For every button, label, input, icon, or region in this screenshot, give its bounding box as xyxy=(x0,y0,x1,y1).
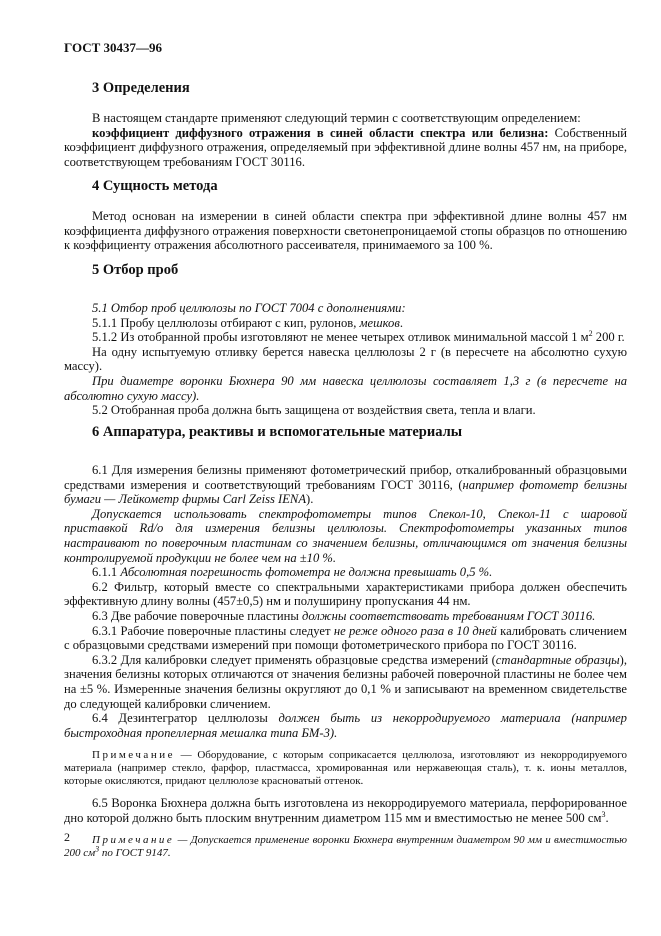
note-text: — Допускается применение воронки Бюхнера внутренним диаметром 90 мм и вместимостью 200 см xyxy=(64,834,627,860)
section-6 xyxy=(64,424,627,860)
paragraph xyxy=(64,330,627,345)
paragraph xyxy=(64,316,627,331)
text: калибровать сличением с образцовыми средствами измерений при помощи фотометрического прибора по ГОСТ 30116. xyxy=(64,623,627,653)
paragraph: Допускается использовать спектрофотометры типов Спекол-10, Спекол-11 с шаровой приставкой Rd/o для измерения белизны целлюлозы. Спектрофотометры указанных типов настраивают по поверочным пластинам со значением белизны, отличающимся от значения белизны контролируемой продукции не более чем на ±10 %. xyxy=(64,506,627,565)
text: . xyxy=(399,315,403,330)
section-heading: 6 Аппаратура, реактивы и вспомогательные материалы xyxy=(92,424,463,440)
paragraph xyxy=(64,565,627,580)
document-header: ГОСТ 30437—96 xyxy=(64,40,163,55)
paragraph: 5.1 Отбор проб целлюлозы по ГОСТ 7004 с дополнениями: xyxy=(92,301,406,315)
paragraph xyxy=(64,624,627,653)
text: 200 г. xyxy=(592,330,625,345)
text: 6.1.1 xyxy=(92,565,121,580)
paragraph: Метод основан на измерении в синей области спектра при эффективной длине волны 457 нм коэффициента диффузного отражения поверхности светонепроницаемой стопы образцов по отношению к коэффициенту отражения абсолютного рассеивателя, принимаемого за 100 %. xyxy=(64,209,627,253)
term: коэффициент диффузного отражения в синей области спектра или белизна: xyxy=(92,125,549,140)
paragraph xyxy=(64,796,627,825)
superscript: 2 xyxy=(588,329,593,338)
text: ), значения белизны которых отличаются от значения белизны рабочей поверочной пластины не более чем на ±5 %. Измеренные значения белизны округляют до 0,1 % и записывают на временном свидетельстве до следующей калибровки сличением. xyxy=(64,652,627,711)
text: ). xyxy=(306,492,314,507)
page-number: 2 xyxy=(64,830,70,844)
text: мешков xyxy=(359,315,400,330)
paragraph: При диаметре воронки Бюхнера 90 мм навеска целлюлозы составляет 1,3 г (в пересчете на абсолютно сухую массу). xyxy=(64,373,627,403)
paragraph xyxy=(64,653,627,711)
note-text: — Оборудование, с которым соприкасается целлюлоза, изготовляют из некорродируемого материала (например стекло, фарфор, пластмасса, хромированная или нержавеющая сталь), т. к. ионы металлов, которые окисляются, придают целлюлозе красноватый оттенок. xyxy=(64,749,627,788)
text: должны соответствовать требованиям ГОСТ 30116. xyxy=(302,608,596,623)
text: 6.3.1 Рабочие поверочные пластины следует xyxy=(92,623,334,638)
section-3 xyxy=(64,80,627,169)
superscript: 3 xyxy=(601,809,606,819)
paragraph: 6.2 Фильтр, который вместе со спектральными характеристиками прибора должен обеспечить эффективную длину волны (457±0,5) нм и полуширину пропускания 44 нм. xyxy=(64,579,627,609)
definition: Собственный коэффициент диффузного отражения, определяемый при эффективной длине волны 457 нм, на приборе, соответствующем требованиям ГОСТ 30116. xyxy=(64,125,627,169)
text: например фотометр белизны бумаги — Лейкометр фирмы Carl Zeiss IENA xyxy=(64,477,627,507)
paragraph xyxy=(64,463,627,507)
text: не реже одного раза в 10 дней xyxy=(333,623,497,638)
text: Абсолютная погрешность фотометра не должна превышать 0,5 %. xyxy=(120,565,493,580)
text: . xyxy=(605,810,609,825)
note-text: по ГОСТ 9147. xyxy=(99,847,171,860)
note xyxy=(64,749,627,788)
text: 6.5 Воронка Бюхнера должна быть изготовлена из некорродируемого материала, перфорированное дно которой должно быть плоским внутренним диаметром 115 мм и вместимостью не менее 500 см xyxy=(64,796,627,825)
paragraph: В настоящем стандарте применяют следующий термин с соответствующим определением: xyxy=(92,111,581,125)
paragraph xyxy=(64,711,627,740)
paragraph xyxy=(64,609,627,624)
paragraph: 5.2 Отобранная проба должна быть защищена от воздействия света, тепла и влаги. xyxy=(92,403,536,418)
text: 6.4 Дезинтегратор целлюлозы xyxy=(92,711,279,726)
paragraph: На одну испытуемую отливку берется навеска целлюлозы 2 г (в пересчете на абсолютно сухую массу). xyxy=(64,344,627,374)
section-5 xyxy=(64,262,627,418)
note-label: Примечание xyxy=(92,834,175,847)
text: 5.1.2 Из отобранной пробы изготовляют не менее четырех отливок минимальной массой 1 м xyxy=(92,330,589,345)
section-heading: 4 Сущность метода xyxy=(92,178,218,194)
text: 5.1.1 Пробу целлюлозы отбирают с кип, рулонов, xyxy=(92,315,360,330)
text: 6.3.2 Для калибровки следует применять образцовые средства измерений ( xyxy=(92,652,496,667)
definition-paragraph xyxy=(64,126,627,170)
section-heading: 3 Определения xyxy=(92,80,190,96)
note-label: Примечание xyxy=(92,749,175,762)
text: должен быть из некорродируемого материала (например быстроходная пропеллерная мешалка типа БМ-3). xyxy=(64,711,627,740)
section-heading: 5 Отбор проб xyxy=(92,262,179,278)
section-4 xyxy=(64,178,627,253)
text: 6.1 Для измерения белизны применяют фотометрический прибор, откалиброванный образцовыми средствами измерения и соответствующий требованиям ГОСТ 30116, ( xyxy=(64,463,627,492)
text: 6.3 Две рабочие поверочные пластины xyxy=(92,608,303,623)
text: стандартные образцы xyxy=(495,652,620,667)
superscript: 3 xyxy=(95,844,100,854)
